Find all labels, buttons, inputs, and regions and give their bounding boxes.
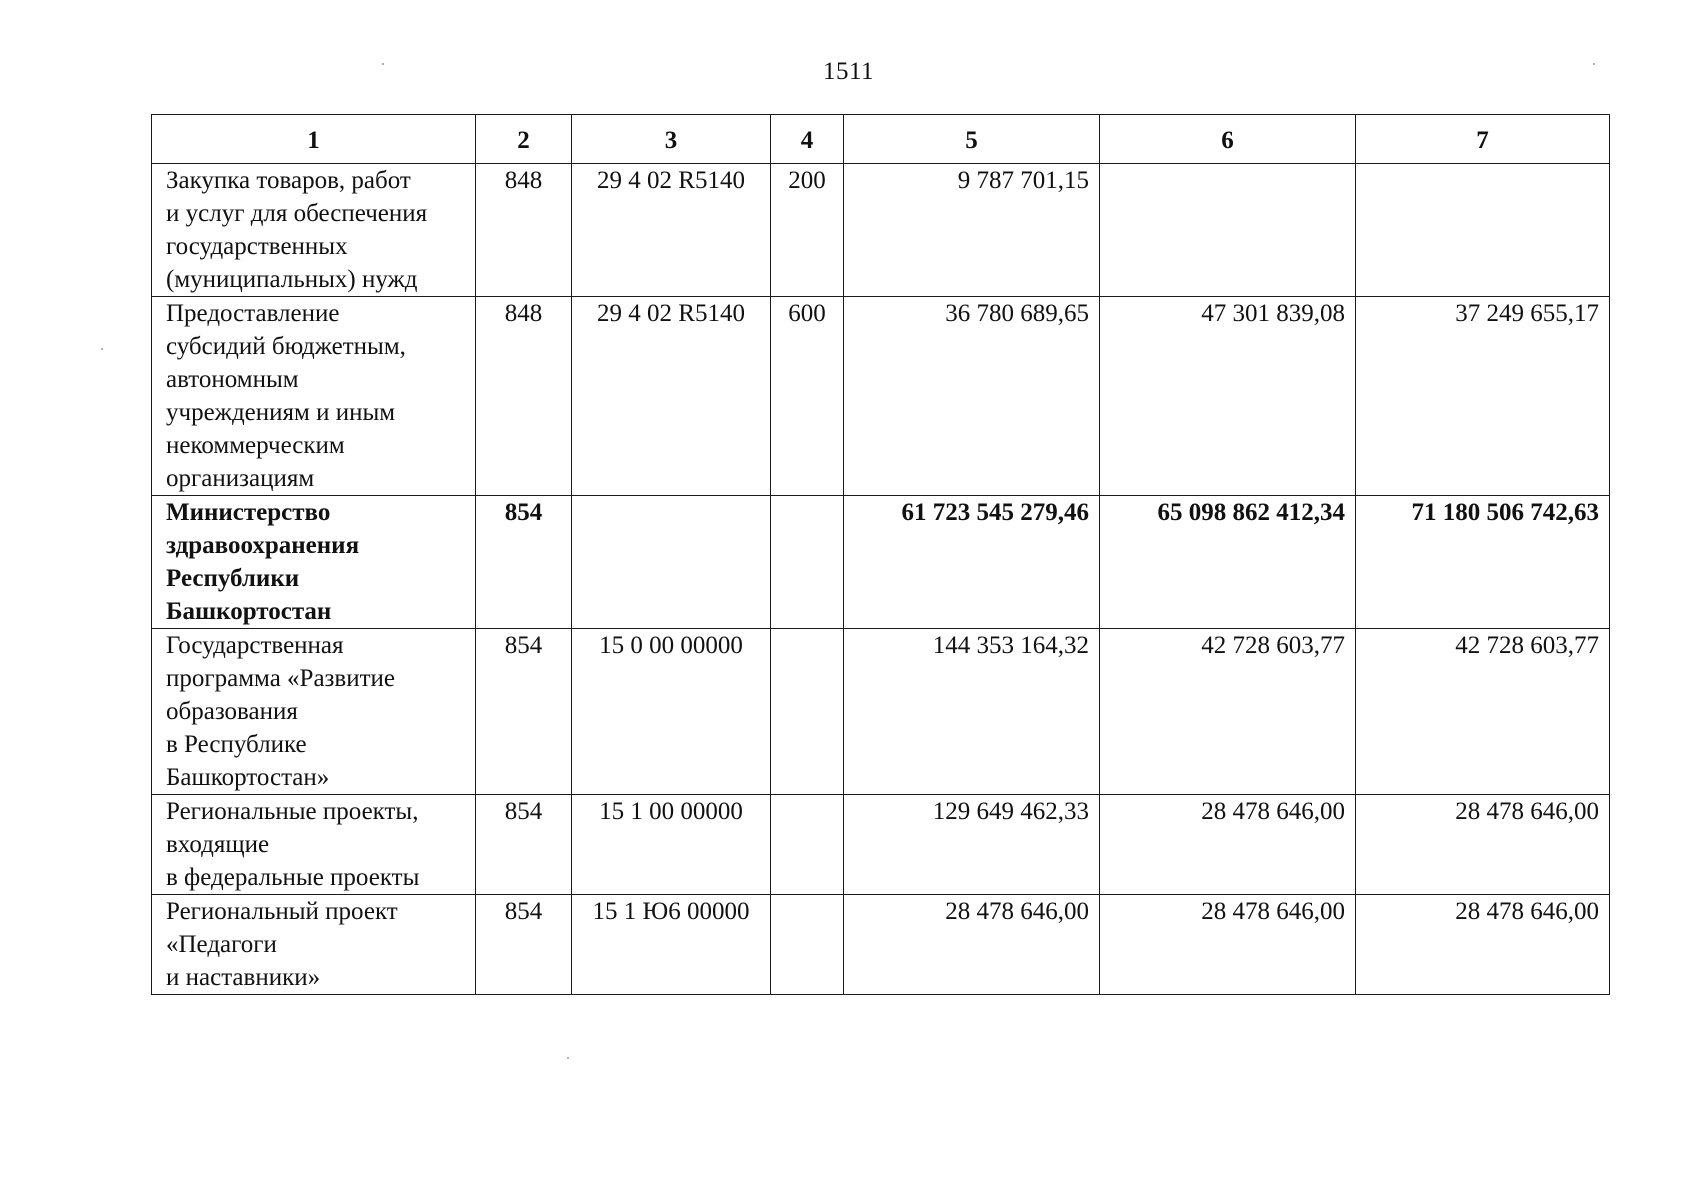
scan-speck	[567, 1057, 569, 1059]
row-name-line: организациям	[166, 465, 315, 492]
scan-speck	[101, 348, 103, 350]
budget-table	[151, 114, 1610, 995]
row-name-cell	[152, 297, 476, 496]
row-name-cell	[152, 496, 476, 629]
row-name-cell	[152, 629, 476, 795]
row-name-line: Закупка товаров, работ	[166, 167, 411, 194]
ministry-code-cell: 848	[476, 297, 572, 496]
header-col-5: 5	[844, 115, 1100, 164]
amount-col6-cell: 65 098 862 412,34	[1100, 496, 1356, 629]
target-article-cell: 15 1 00 00000	[572, 795, 771, 895]
table-row	[152, 895, 1610, 995]
row-name-line: некоммерческим	[166, 432, 345, 459]
header-col-4: 4	[771, 115, 844, 164]
amount-col6-cell: 47 301 839,08	[1100, 297, 1356, 496]
table-row	[152, 297, 1610, 496]
expense-type-cell: 600	[771, 297, 844, 496]
expense-type-cell: 200	[771, 164, 844, 297]
row-name-line: «Педагоги	[166, 931, 277, 958]
ministry-code-cell: 848	[476, 164, 572, 297]
table-header	[152, 115, 1610, 164]
amount-col6-cell: 42 728 603,77	[1100, 629, 1356, 795]
row-name-line: здравоохранения	[166, 532, 360, 559]
row-name-line: Региональные проекты,	[166, 798, 419, 825]
row-name-line: образования	[166, 698, 298, 725]
row-name-line: (муниципальных) нужд	[166, 266, 418, 293]
row-name-line: Предоставление	[166, 300, 340, 327]
row-name-cell	[152, 895, 476, 995]
row-name-line: входящие	[166, 831, 270, 858]
table-body	[152, 164, 1610, 995]
row-name-line: субсидий бюджетным,	[166, 333, 406, 360]
row-name-line: в федеральные проекты	[166, 864, 420, 891]
header-col-6: 6	[1100, 115, 1356, 164]
row-name-line: Региональный проект	[166, 898, 398, 925]
amount-col5-cell: 129 649 462,33	[844, 795, 1100, 895]
row-name-line: программа «Развитие	[166, 665, 396, 692]
amount-col7-cell: 42 728 603,77	[1356, 629, 1610, 795]
target-article-cell	[572, 496, 771, 629]
amount-col5-cell: 9 787 701,15	[844, 164, 1100, 297]
target-article-cell: 29 4 02 R5140	[572, 297, 771, 496]
target-article-cell: 29 4 02 R5140	[572, 164, 771, 297]
amount-col7-cell: 28 478 646,00	[1356, 895, 1610, 995]
scan-speck	[1593, 63, 1595, 65]
row-name-line: в Республике	[166, 731, 307, 758]
table-row	[152, 629, 1610, 795]
header-col-2: 2	[476, 115, 572, 164]
row-name-cell	[152, 795, 476, 895]
row-name-line: Республики	[166, 565, 300, 592]
amount-col6-cell	[1100, 164, 1356, 297]
amount-col7-cell: 37 249 655,17	[1356, 297, 1610, 496]
scan-speck	[382, 63, 384, 65]
amount-col7-cell: 28 478 646,00	[1356, 795, 1610, 895]
row-name-line: Башкортостан»	[166, 764, 330, 791]
target-article-cell: 15 1 Ю6 00000	[572, 895, 771, 995]
table-row	[152, 795, 1610, 895]
ministry-code-cell: 854	[476, 629, 572, 795]
target-article-cell: 15 0 00 00000	[572, 629, 771, 795]
page-number: 1511	[822, 58, 875, 85]
expense-type-cell	[771, 795, 844, 895]
amount-col6-cell: 28 478 646,00	[1100, 895, 1356, 995]
amount-col5-cell: 61 723 545 279,46	[844, 496, 1100, 629]
header-col-7: 7	[1356, 115, 1610, 164]
amount-col6-cell: 28 478 646,00	[1100, 795, 1356, 895]
ministry-code-cell: 854	[476, 895, 572, 995]
table-row	[152, 164, 1610, 297]
ministry-code-cell: 854	[476, 795, 572, 895]
expense-type-cell	[771, 895, 844, 995]
amount-col5-cell: 36 780 689,65	[844, 297, 1100, 496]
amount-col7-cell: 71 180 506 742,63	[1356, 496, 1610, 629]
row-name-line: учреждениям и иным	[166, 399, 396, 426]
row-name-line: и наставники»	[166, 964, 321, 991]
ministry-code-cell: 854	[476, 496, 572, 629]
expense-type-cell	[771, 629, 844, 795]
amount-col5-cell: 28 478 646,00	[844, 895, 1100, 995]
table-row	[152, 496, 1610, 629]
row-name-line: государственных	[166, 233, 348, 260]
row-name-line: Министерство	[166, 499, 331, 526]
row-name-line: Государственная	[166, 632, 344, 659]
expense-type-cell	[771, 496, 844, 629]
row-name-line: автономным	[166, 366, 299, 393]
row-name-cell	[152, 164, 476, 297]
amount-col5-cell: 144 353 164,32	[844, 629, 1100, 795]
header-row	[152, 115, 1610, 164]
amount-col7-cell	[1356, 164, 1610, 297]
row-name-line: и услуг для обеспечения	[166, 200, 428, 227]
row-name-line: Башкортостан	[166, 598, 332, 625]
header-col-3: 3	[572, 115, 771, 164]
header-col-1: 1	[152, 115, 476, 164]
